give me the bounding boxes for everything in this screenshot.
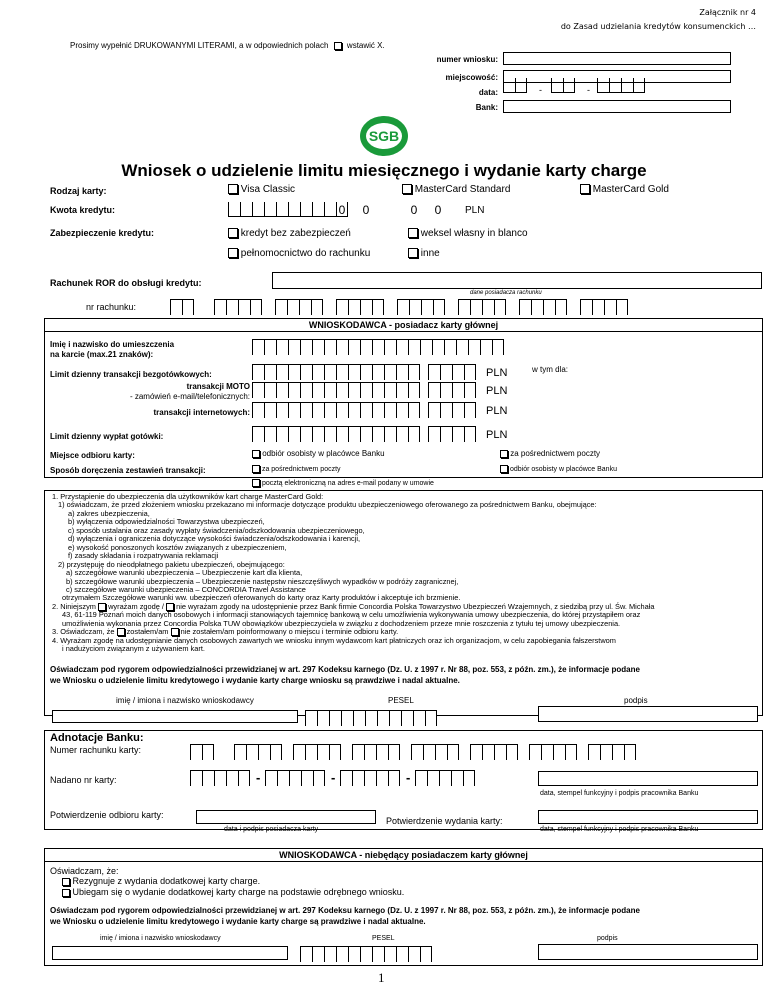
date-dash-2: - [587, 85, 590, 95]
applicant-header: WNIOSKODAWCA - posiadacz karty głównej [44, 318, 763, 332]
declaration-line-2: we Wniosku o udzielenie limitu kredytowego i wydanie karty charge wniosku są prawdziwe i nadal aktualne. [50, 676, 460, 685]
declaration [50, 664, 760, 686]
account-cells-4[interactable] [336, 299, 384, 314]
card-number-dash-1: - [256, 770, 261, 785]
page-title: Wniosek o udzielenie limitu miesięcznego i wydanie karty charge [121, 161, 647, 180]
declaration-line-1: Oświadczam pod rygorem odpowiedzialności przewidzianej w art. 297 Kodeksu karnego (Dz. U. z 1997 r. Nr 88, poz. 553, z późn. zm.), że informacje podane [50, 665, 640, 674]
term-text: 2. Niniejszym [52, 601, 96, 611]
card-number-dash-3: - [406, 770, 411, 785]
card-account-cells-8[interactable] [588, 744, 636, 759]
example-checkbox [334, 42, 342, 50]
moto-label [50, 382, 250, 402]
secondary-option-apply[interactable] [62, 887, 404, 897]
term-line: 43, 61-119 Poznań moich danych osobowych i informacji stanowiących tajemnicę bankową w celu umożliwienia wykonywania umowy ubezpieczenia, do której przystąpiłem oraz [62, 610, 641, 620]
account-cells-5[interactable] [397, 299, 445, 314]
moto-label-2: - zamówień e-mail/telefonicznych: [129, 392, 250, 401]
limit-cashless-label: Limit dzienny transakcji bezgotówkowych: [50, 370, 212, 379]
statements-email-option[interactable] [252, 479, 434, 487]
page-number: 1 [378, 970, 385, 985]
moto-cents[interactable] [428, 382, 476, 397]
credit-amount-label: Kwota kredytu: [50, 205, 116, 215]
option-label: odbiór osobisty w placówce Banku [509, 465, 617, 473]
checkbox[interactable] [62, 889, 70, 897]
option-label: inne [420, 248, 440, 259]
secondary-applicant-header: WNIOSKODAWCA - niebędący posiadaczem karty głównej [44, 848, 763, 862]
account-cells-2[interactable] [214, 299, 262, 314]
checkbox[interactable] [408, 228, 418, 238]
account-number-label: nr rachunku: [86, 302, 137, 312]
secondary-declaration [50, 905, 760, 927]
annex-line-1: Załącznik nr 4 [699, 8, 756, 17]
bank-field[interactable] [503, 100, 731, 113]
checkbox[interactable] [228, 184, 238, 194]
pln-1: PLN [486, 367, 508, 379]
option-label: za pośrednictwem poczty [261, 465, 341, 473]
terms-text [52, 493, 757, 654]
bank-annotations-title: Adnotacje Banku: [50, 732, 144, 744]
security-label: Zabezpieczenie kredytu: [50, 228, 155, 238]
cardholder-name-label-2: na karcie (max.21 znaków): [50, 350, 154, 359]
card-type-label: Rodzaj karty: [50, 186, 107, 196]
cash-limit-cents[interactable] [428, 426, 476, 441]
term-line: c) sposób ustalania oraz zasady wypłaty świadczenia/odszkodowania ubezpieczeniowego, [68, 525, 365, 535]
bank-stamp-field-2[interactable] [538, 810, 758, 824]
term-line: d) wyłączenia i ograniczenia dotyczące wysokości świadczenia/odszkodowania i karencji, [68, 534, 361, 544]
card-account-cells-2[interactable] [234, 744, 282, 759]
secondary-name-field[interactable] [52, 946, 288, 960]
card-account-cells-1[interactable] [190, 744, 214, 759]
holder-signature-field[interactable] [196, 810, 376, 824]
date-label: data: [478, 88, 498, 97]
option-label: pocztą elektroniczną na adres e-mail podany w umowie [261, 479, 434, 487]
credit-zero-2: 0 [362, 203, 370, 217]
option-label: Rezygnuje z wydania dodatkowej karty charge. [72, 876, 261, 886]
secondary-sig-pesel-label: PESEL [372, 935, 395, 942]
cash-limit-cells[interactable] [252, 426, 420, 441]
moto-label-1: transakcji MOTO [186, 382, 250, 391]
statements-branch-option[interactable] [500, 465, 617, 473]
account-cells-7[interactable] [519, 299, 567, 314]
secondary-declaration-line-2: we Wniosku o udzielenie limitu kredytowego i wydanie karty charge są prawdziwe i nadal aktualne. [50, 917, 426, 926]
option-label: MasterCard Gold [592, 184, 669, 195]
term-line: 1. Przystąpienie do ubezpieczenia dla użytkowników kart charge MasterCard Gold: [52, 492, 324, 501]
applicant-signature-field[interactable] [538, 706, 758, 722]
term-line: b) szczegółowe warunki ubezpieczenia – Ubezpieczenie następstw nieszczęśliwych wypadków w podróży zagranicznej, [66, 576, 459, 586]
option-label: Ubiegam się o wydanie dodatkowej karty charge na podstawie odrębnego wniosku. [72, 887, 405, 897]
card-number-dash-2: - [331, 770, 336, 785]
card-account-cells-3[interactable] [293, 744, 341, 759]
option-label: MasterCard Standard [414, 184, 511, 195]
term-line: a) szczegółowe warunki ubezpieczenia – Ubezpieczenie kart dla klienta, [66, 568, 303, 578]
checkbox[interactable] [252, 450, 260, 458]
card-account-label: Numer rachunku karty: [50, 745, 142, 755]
checkbox[interactable] [228, 228, 238, 238]
credit-currency: PLN [465, 205, 485, 216]
pickup-post-option[interactable] [500, 449, 600, 458]
account-cells-8[interactable] [580, 299, 628, 314]
credit-zero-4: 0 [434, 203, 442, 217]
sig-sign-label: podpis [624, 696, 648, 705]
sig-name-label: imię / imiona i nazwisko wnioskodawcy [116, 696, 254, 705]
applicant-name-field[interactable] [52, 710, 298, 723]
term-line: c) szczegółowe warunki ubezpieczenia – CONCORDIA Travel Assistance [66, 584, 306, 594]
option-mastercard-standard[interactable] [402, 184, 510, 195]
card-number-label: Nadano nr karty: [50, 775, 117, 785]
checkbox[interactable] [228, 248, 238, 258]
instruction-text: Prosimy wypełnić DRUKOWANYMI LITERAMI, a w odpowiednich polach [70, 41, 329, 50]
bank-stamp-caption-2: data, stempel funkcyjny i podpis pracownika Banku [540, 826, 699, 833]
pln-2: PLN [486, 385, 508, 397]
internet-cells[interactable] [252, 402, 420, 417]
term-line: otrzymałem Szczegółowe warunki ww. ubezpieczeń oferowanych do karty oraz Karty produktów i akceptuje ich brzmienie. [62, 593, 461, 603]
option-label: odbiór osobisty w placówce Banku [262, 449, 385, 458]
card-number-cells-2[interactable] [265, 770, 325, 785]
sgb-logo [360, 116, 408, 156]
pickup-branch-option[interactable] [252, 449, 385, 458]
annex-note [561, 6, 756, 34]
option-label: Visa Classic [240, 184, 296, 195]
sig-pesel-label: PESEL [388, 696, 414, 705]
account-cells-3[interactable] [275, 299, 323, 314]
checkbox[interactable] [580, 184, 590, 194]
annex-line-2: do Zasad udzielania kredytów konsumenckich … [560, 22, 756, 31]
checkbox[interactable] [402, 184, 412, 194]
checkbox[interactable] [252, 465, 260, 473]
pickup-confirm-label: Potwierdzenie odbioru karty: [50, 810, 164, 820]
option-no-security[interactable] [228, 228, 351, 239]
limit-cashless-cells[interactable] [252, 364, 420, 379]
account-holder-field[interactable] [272, 272, 762, 289]
pln-3: PLN [486, 405, 508, 417]
card-account-cells-4[interactable] [352, 744, 400, 759]
issue-confirm-label: Potwierdzenie wydania karty: [386, 816, 503, 826]
account-cells-6[interactable] [458, 299, 506, 314]
secondary-pesel-cells[interactable] [300, 946, 432, 961]
pickup-label: Miejsce odbioru karty: [50, 451, 135, 460]
option-power-of-attorney[interactable] [228, 248, 370, 259]
option-label: za pośrednictwem poczty [510, 449, 601, 458]
term-line: umożliwienia wykonania przez Concordia Polska TUW obowiązków ubezpieczyciela w związku z dochodzeniem przeze mnie roszczenia z tytułu tej umowy ubezpieczenia. [62, 618, 621, 628]
term-text: 3. Oświadczam, że [52, 627, 115, 637]
sgb-logo-text: SGB [366, 123, 402, 149]
term-line: 4. Wyrażam zgodę na udostępnianie danych osobowych zawartych we wniosku innym wydawcom kart płatniczych oraz ich organizacjom, w celu zapobiegania fałszerstwom [52, 635, 616, 645]
option-label: weksel własny in blanco [420, 228, 528, 239]
cardholder-name-label-1: Imię i nazwisko do umieszczenia [50, 340, 175, 349]
date-dash-1: - [539, 85, 542, 95]
term-line: f) zasady składania i rozpatrywania reklamacji [68, 551, 219, 561]
checkbox[interactable] [252, 479, 260, 487]
date-day-cells[interactable] [503, 78, 527, 93]
checkbox[interactable] [500, 450, 508, 458]
secondary-sig-name-label: imię / imiona i nazwisko wnioskodawcy [100, 935, 221, 942]
term-line: i nadużyciom związanym z używaniem kart. [62, 644, 205, 654]
card-account-cells-7[interactable] [529, 744, 577, 759]
ror-label: Rachunek ROR do obsługi kredytu: [50, 278, 202, 288]
card-number-cells-4[interactable] [415, 770, 475, 785]
term-line: 2) przystępuję do nieodpłatnego pakietu ubezpieczeń, obejmującego: [58, 559, 285, 569]
secondary-declare-label: Oświadczam, że: [50, 866, 119, 876]
card-account-cells-5[interactable] [411, 744, 459, 759]
number-field[interactable] [503, 52, 731, 65]
account-cells-1[interactable] [170, 299, 194, 314]
moto-cells[interactable] [252, 382, 420, 397]
statements-post-option[interactable] [252, 465, 341, 473]
card-account-cells-6[interactable] [470, 744, 518, 759]
place-label: miejscowość: [445, 73, 498, 82]
card-number-cells-1[interactable] [190, 770, 250, 785]
secondary-option-resign[interactable] [62, 876, 260, 886]
term-line: 1) oświadczam, że przed złożeniem wniosku przekazano mi informacje dotyczące produktu ubezpieczeniowego oferowanego za pośrednictwem Banku, obejmujące: [58, 500, 597, 510]
account-holder-caption: dane posiadacza rachunku [470, 290, 542, 296]
limit-cashless-cents[interactable] [428, 364, 476, 379]
term-text: nie wyrażam zgody na udostępnienie przez Bank firmie Concordia Polska Towarzystwo Ubezpieczeń Wzajemnych, z siedzibą przy ul. Św. Michała [176, 601, 655, 611]
secondary-declaration-line-1: Oświadczam pod rygorem odpowiedzialności przewidzianej w art. 297 Kodeksu karnego (Dz. U. z 1997 r. Nr 88, poz. 553, z późn. zm.), że informacje podane [50, 906, 640, 915]
pln-4: PLN [486, 429, 508, 441]
option-blank-bill[interactable] [408, 228, 528, 239]
term-text: zostałem/am [126, 627, 169, 637]
holder-signature-caption: data i podpis posiadacza karty [224, 826, 319, 833]
cardholder-name-cells[interactable] [252, 339, 504, 354]
checkbox[interactable] [408, 248, 418, 258]
statements-label: Sposób doręczenia zestawień transakcji: [50, 466, 206, 475]
option-label: kredyt bez zabezpieczeń [240, 228, 351, 239]
bank-stamp-field-1[interactable] [538, 771, 758, 786]
checkbox[interactable] [62, 878, 70, 886]
fill-instruction [70, 41, 385, 50]
checkbox[interactable] [500, 465, 508, 473]
term-line: b) wyłączenia odpowiedzialności Towarzystwa ubezpieczeń, [68, 517, 265, 527]
applicant-pesel-cells[interactable] [305, 710, 437, 725]
term-line: a) zakres ubezpieczenia, [68, 508, 150, 518]
secondary-signature-field[interactable] [538, 944, 758, 960]
instruction-text-end: wstawić X. [346, 41, 385, 50]
internet-cents[interactable] [428, 402, 476, 417]
number-label: numer wniosku: [436, 55, 498, 64]
credit-zero-1: 0 [338, 203, 346, 217]
bank-label: Bank: [475, 103, 498, 112]
credit-zero-3: 0 [410, 203, 418, 217]
term-text: nie zostałem/am poinformowany o miejscu i terminie odbioru karty. [180, 627, 399, 637]
date-month-cells[interactable] [551, 78, 575, 93]
option-mastercard-gold[interactable] [580, 184, 669, 195]
term-line: e) wysokość ponoszonych kosztów związanych z ubezpieczeniem, [68, 542, 287, 552]
date-year-cells[interactable] [597, 78, 645, 93]
internet-label: transakcji internetowych: [153, 408, 250, 417]
bank-stamp-caption-1: data, stempel funkcyjny i podpis pracownika Banku [540, 790, 699, 797]
term-text: wyrażam zgodę / [108, 601, 164, 611]
option-other[interactable] [408, 248, 440, 259]
secondary-sig-sign-label: podpis [597, 935, 618, 942]
cardholder-name-label [50, 340, 174, 360]
card-number-cells-3[interactable] [340, 770, 400, 785]
in-which-label: w tym dla: [532, 365, 569, 374]
cash-limit-label: Limit dzienny wypłat gotówki: [50, 432, 164, 441]
option-visa-classic[interactable] [228, 184, 295, 195]
option-label: pełnomocnictwo do rachunku [240, 248, 371, 259]
credit-amount-cells[interactable] [228, 202, 348, 217]
